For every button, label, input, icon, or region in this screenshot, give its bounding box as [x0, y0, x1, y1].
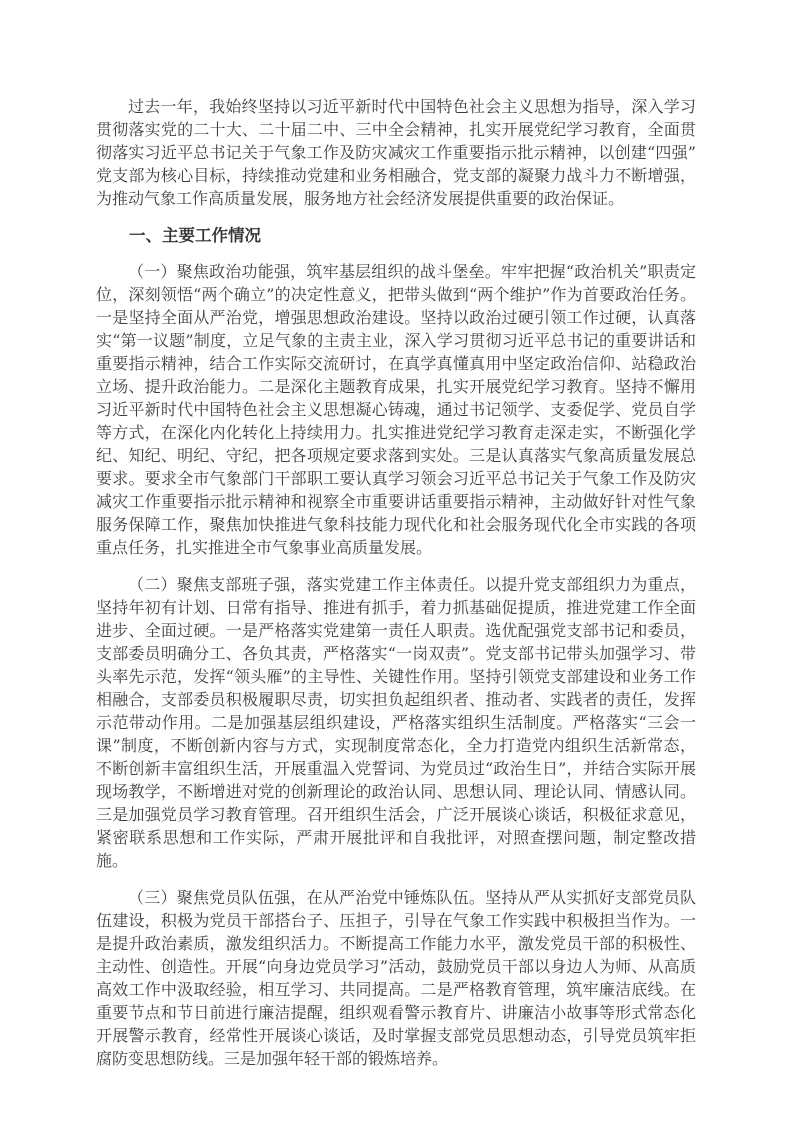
paragraph-branch-committee: （二）聚焦支部班子强，落实党建工作主体责任。以提升党支部组织力为重点，坚持年初有计划、日常有指导、推进有抓手，着力抓基础促提质，推进党建工作全面进步、全面过硬。一是严格落实党建第一责任人职责。选优配强党支部书记和委员，支部委员明确分工、各负其责，严格落实“一岗双责”。党支部书记带头加强学习、带头率先示范，发挥“领头雁”的主导性、关键性作用。坚持引领党支部建设和业务工作相融合，支部委员积极履职尽责，切实担负起组织者、推动者、实践者的责任，发挥示范带动作用。二是加强基层组织建设，严格落实组织生活制度。严格落实“三会一课”制度，不断创新内容与方式，实现制度常态化，全力打造党内组织生活新常态，不断创新丰富组织生活，开展重温入党誓词、为党员过“政治生日”，并结合实际开展现场教学，不断增进对党的创新理论的政治认同、思想认同、理论认同、情感认同。三是加强党员学习教育管理。召开组织生活会，广泛开展谈心谈话，积极征求意见，紧密联系思想和工作实际，严肃开展批评和自我批评，对照查摆问题，制定整改措施。 [96, 575, 696, 870]
paragraph-party-member-team: （三）聚焦党员队伍强，在从严治党中锤炼队伍。坚持从严从实抓好支部党员队伍建设，积极为党员干部搭台子、压担子，引导在气象工作实践中积极担当作为。一是提升政治素质，激发组织活力。不断提高工作能力水平，激发党员干部的积极性、主动性、创造性。开展“向身边党员学习”活动，鼓励党员干部以身边人为师、从高质高效工作中汲取经验，相互学习、共同提高。二是严格教育管理，筑牢廉洁底线。在重要节点和节日前进行廉洁提醒，组织观看警示教育片、讲廉洁小故事等形式常态化开展警示教育，经常性开展谈心谈话，及时掌握支部党员思想动态，引导党员筑牢拒腐防变思想防线。三是加强年轻干部的锻炼培养。 [96, 888, 696, 1068]
section-heading: 一、主要工作情况 [129, 226, 261, 245]
paragraph-political-function: （一）聚焦政治功能强，筑牢基层组织的战斗堡垒。牢牢把握“政治机关”职责定位，深刻领悟“两个确立”的决定性意义，把带头做到“两个维护”作为首要政治任务。一是坚持全面从严治党，增强思想政治建设。坚持以政治过硬引领工作过硬，认真落实“第一议题”制度，立足气象的主责主业，深入学习贯彻习近平总书记的重要讲话和重要指示精神，结合工作实际交流研讨，在真学真懂真用中坚定政治信仰、站稳政治立场、提升政治能力。二是深化主题教育成果，扎实开展党纪学习教育。坚持不懈用习近平新时代中国特色社会主义思想凝心铸魂，通过书记领学、支委促学、党员自学等方式，在深化内化转化上持续用力。扎实推进党纪学习教育走深走实，不断强化学纪、知纪、明纪、守纪，把各项规定要求落到实处。三是认真落实气象高质量发展总要求。要求全市气象部门干部职工要认真学习领会习近平总书记关于气象工作及防灾减灾工作重要指示批示精神和视察全市重要讲话重要指示精神，主动做好针对性气象服务保障工作，聚焦加快推进气象科技能力现代化和社会服务现代化全市实践的各项重点任务，扎实推进全市气象事业高质量发展。 [96, 262, 696, 557]
intro-paragraph: 过去一年，我始终坚持以习近平新时代中国特色社会主义思想为指导，深入学习贯彻落实党的二十大、二十届二中、三中全会精神，扎实开展党纪学习教育，全面贯彻落实习近平总书记关于气象工作及防灾减灾工作重要指示批示精神，以创建“四强”党支部为核心目标，持续推动党建和业务相融合，党支部的凝聚力战斗力不断增强，为推动气象工作高质量发展，服务地方社会经济发展提供重要的政治保证。 [96, 97, 696, 208]
